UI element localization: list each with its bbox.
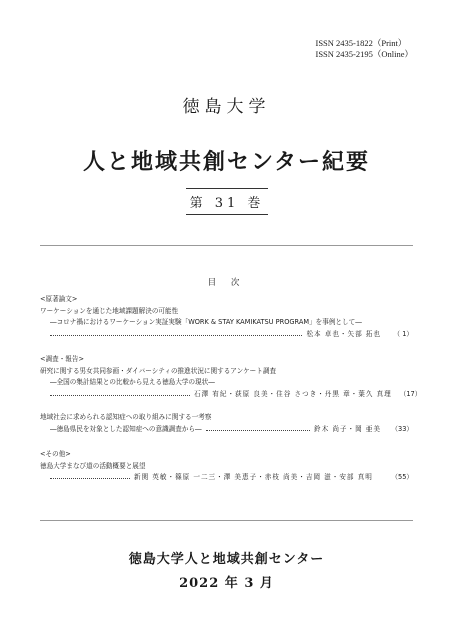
leader-dots bbox=[206, 424, 310, 431]
entry-subtitle: ―徳島県民を対象とした認知症への意識調査から― bbox=[50, 424, 202, 433]
entry-author-line bbox=[40, 472, 413, 484]
toc-entry bbox=[40, 412, 413, 435]
leader-dots bbox=[50, 329, 302, 336]
bottom-divider bbox=[40, 520, 413, 521]
toc-entry bbox=[40, 461, 413, 484]
entry-authors: 石澤 宥紀・荻原 良美・住谷 さつき・丹黒 章・葉久 真理 bbox=[194, 389, 392, 398]
section-label: <原著論文> bbox=[40, 295, 78, 303]
entry-author-line bbox=[40, 424, 413, 436]
toc-list bbox=[40, 294, 422, 490]
entry-author-line bbox=[40, 389, 422, 401]
publication-date: 2022 年 3 月 bbox=[179, 576, 274, 591]
entry-page: （55） bbox=[391, 473, 413, 481]
entry-page: （ 1） bbox=[393, 329, 413, 338]
entry-subtitle: ―コロナ禍におけるワーケーション実証実験「WORK & STAY KAMIKATSU PROGRAM」を事例として― bbox=[50, 318, 362, 326]
entry-title: 徳島大学まなび道の活動概要と展望 bbox=[40, 461, 146, 470]
publisher-name: 徳島大学人と地域共創センター bbox=[128, 552, 325, 567]
volume-number: 第 31 巻 bbox=[186, 188, 268, 215]
issn-print: ISSN 2435-1822（Print） bbox=[315, 38, 407, 48]
issn-online: ISSN 2435-2195（Online） bbox=[315, 49, 413, 59]
entry-authors: 新関 英敏・篠原 一二三・澤 美恵子・赤枝 尚美・吉岡 滋・安部 真明 bbox=[134, 473, 373, 481]
toc-entry bbox=[40, 366, 422, 401]
leader-dots bbox=[50, 472, 130, 479]
entry-authors: 松本 卓也・矢部 拓也 bbox=[306, 329, 381, 338]
top-divider bbox=[40, 245, 413, 246]
entry-author-line bbox=[40, 329, 413, 341]
toc-heading: 目 次 bbox=[207, 278, 246, 288]
entry-page: （33） bbox=[391, 424, 413, 433]
section-label: <調査・報告> bbox=[40, 355, 85, 363]
journal-title: 人と地域共創センター紀要 bbox=[82, 149, 371, 175]
entry-title: ワーケーションを通じた地域課題解決の可能性 bbox=[40, 306, 179, 315]
entry-title: 地域社会に求められる認知症への取り組みに関する一考察 bbox=[40, 413, 212, 421]
toc-entry bbox=[40, 306, 413, 341]
leader-dots bbox=[50, 389, 190, 396]
entry-subtitle: ―全国の集計結果との比較から見える徳島大学の現状― bbox=[50, 378, 215, 386]
section-label: <その他> bbox=[40, 450, 71, 458]
entry-page: （17） bbox=[399, 389, 422, 398]
university-name: 徳島大学 bbox=[182, 97, 271, 117]
entry-title: 研究に関する男女共同参画・ダイバーシティの推進状況に関するアンケート調査 bbox=[40, 366, 277, 375]
entry-authors: 鈴木 尚子・岡 亜美 bbox=[314, 424, 381, 433]
issn-block bbox=[315, 38, 413, 60]
